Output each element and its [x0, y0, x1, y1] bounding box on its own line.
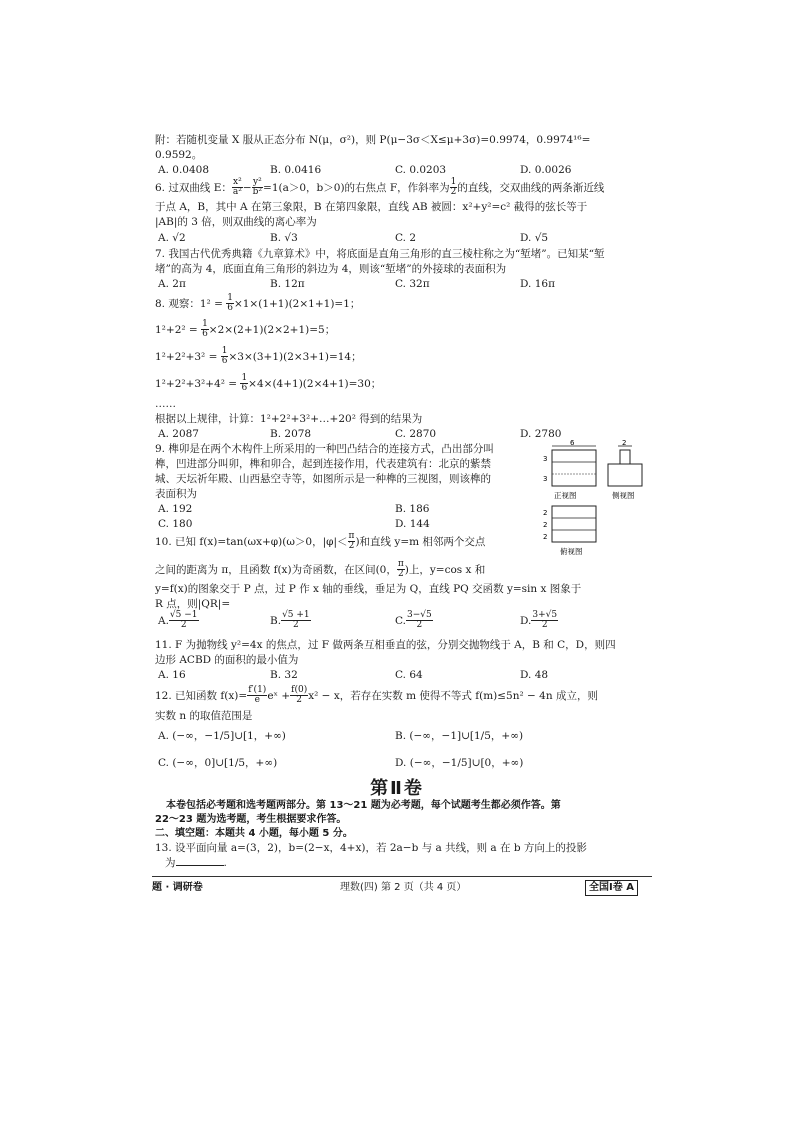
question-11: 11. F 为抛物线 y²=4x 的焦点，过 F 做两条互相垂直的弦，分别交抛物线于 A，B 和 C，D，则四: [155, 639, 616, 651]
q12-frac-1: [247, 686, 267, 706]
question-6: 6. 过双曲线 E： $\frac{\text{x²}}{\text{a²}}$ − $\frac{\text{y²}}{\text{b²}}$ =1(a＞0，b＞0)的右焦点 F，作斜率为 $\frac{1}{2}$ 的直线，交双曲线的两条渐近线: [155, 177, 605, 198]
q6-text-c: 的直线，交双曲线的两条渐近线: [457, 181, 605, 194]
q10-option-c-den: 2: [416, 620, 423, 631]
q12-option-b: B. (−∞，−1]∪[1/5，+∞): [395, 730, 524, 742]
fill-in-heading: 二、填空题：本题共 4 小题，每小题 5 分。: [155, 828, 353, 839]
q8-row-2-left: 1²+2² =: [155, 323, 202, 336]
q8-row-1-left: 8. 观察：1² =: [155, 297, 227, 310]
q8-frac-2: $\frac{1}{6}$: [202, 319, 208, 340]
question-9-line2: 榫，凹进部分叫卯，榫和卯合，起到连接作用，代表建筑有：北京的紫禁: [155, 458, 491, 470]
q10-option-b: [270, 611, 311, 631]
q12-frac-2: [290, 686, 308, 706]
normal-distribution-note: 附：若随机变量 X 服从正态分布 N(μ，σ²)，则 P(μ−3σ＜X≤μ+3σ)=0.9974，0.9974¹⁶=: [155, 134, 591, 146]
q12-option-c: C. (−∞，0]∪[1/5，+∞): [158, 757, 278, 769]
q9-option-c: C. 180: [158, 518, 193, 530]
q12-text-b: eˣ +: [267, 689, 291, 702]
question-9-line1: 9. 榫卯是在两个木构件上所采用的一种凹凸结合的连接方式，凸出部分叫: [155, 443, 494, 455]
question-7: 7. 我国古代优秀典籍《九章算术》中，将底面是直角三角形的直三棱柱称之为“堑堵”。已知某“堑: [155, 248, 605, 260]
q10-text-c: )和直线 y=m 相邻两个交点: [355, 535, 486, 548]
q10-option-a-den: 2: [180, 620, 187, 631]
q10-frac-pi-2: $\frac{\pi}{2}$: [348, 531, 355, 552]
q10-interval-frac: $\frac{\pi}{2}$: [397, 559, 404, 580]
q8-option-a: A. 2087: [158, 428, 199, 440]
front-view: [543, 440, 596, 486]
side-view: [608, 440, 642, 486]
q8-row-2-right: ×2×(2+1)(2×2+1)=5；: [208, 323, 336, 336]
q8-row-4: [155, 374, 381, 394]
q8-ellipsis: ……: [155, 398, 176, 410]
q10-option-b-den: 2: [292, 620, 299, 631]
q11-option-d: D. 48: [520, 669, 549, 681]
q6-slope: $\frac{1}{2}$: [450, 177, 457, 198]
question-9-line4: 表面积为: [155, 488, 197, 500]
q10-option-d-den: 2: [541, 620, 548, 631]
q6-text-b: =1(a＞0，b＞0)的右焦点 F，作斜率为: [263, 181, 450, 194]
question-11-line2: 边形 ACBD 的面积的最小值为: [155, 654, 299, 666]
q8-row-2: [155, 320, 335, 340]
side-width-label: 2: [622, 440, 627, 447]
q10-option-a-num: √5 −1: [169, 610, 198, 620]
note-option-d: D. 0.0026: [520, 164, 572, 176]
q6-frac-x: $\frac{\text{x²}}{\text{a²}}$: [232, 177, 242, 198]
top-height-label-1: 2: [543, 509, 548, 517]
q8-option-b: B. 2078: [270, 428, 312, 440]
q8-row-4-right: ×4×(4+1)(2×4+1)=30；: [248, 377, 382, 390]
q13-answer-blank: [176, 865, 224, 866]
q10-option-d-label: D.: [520, 614, 532, 627]
q8-row-4-left: 1²+2²+3²+4² =: [155, 377, 241, 390]
footer-divider: [152, 876, 652, 877]
section-intro: 本卷包括必考题和选考题两部分。第 13～21 题为必考题，每个试题考生都必须作答。第: [166, 800, 561, 811]
q12-frac-2-num: f(0): [291, 685, 308, 695]
q7-option-b: B. 12π: [270, 278, 305, 290]
q6-frac-y: $\frac{\text{y²}}{\text{b²}}$: [252, 177, 263, 198]
q9-option-d: D. 144: [395, 518, 430, 530]
q10-option-b-num: √5 +1: [282, 610, 310, 620]
q10-option-a: [158, 611, 199, 631]
question-10: [155, 532, 485, 552]
q8-row-3: [155, 347, 362, 367]
q10-option-c-num: 3−√5: [407, 610, 432, 620]
q10-option-d-num: 3+√5: [532, 610, 558, 620]
question-12: [155, 686, 598, 706]
q12-option-a: A. (−∞，−1/5]∪[1，+∞): [158, 730, 286, 742]
three-view-figure: [540, 440, 650, 560]
q10-option-a-label: A.: [158, 614, 169, 627]
footer-left: 题 · 调研卷: [152, 882, 203, 893]
top-view-label: 俯视图: [560, 547, 583, 556]
q11-option-b: B. 32: [270, 669, 298, 681]
question-10-line2: [155, 560, 485, 580]
front-height-label-1: 3: [543, 455, 548, 463]
q6-option-a: A. √2: [158, 232, 186, 244]
q8-row-3-right: ×3×(3+1)(2×3+1)=14；: [228, 350, 362, 363]
note-option-c: C. 0.0203: [395, 164, 447, 176]
q10-text-a: 10. 已知 f(x)=tan(ωx+φ): [155, 535, 283, 548]
section-title: 第Ⅱ卷: [370, 778, 424, 799]
front-view-label: 正视图: [554, 491, 577, 500]
q7-option-a: A. 2π: [158, 278, 186, 290]
q8-frac-3: $\frac{1}{6}$: [221, 346, 228, 367]
q6-option-c: C. 2: [395, 232, 417, 244]
footer-edition-badge: 全国Ⅰ卷 A: [585, 880, 638, 896]
question-13: 13. 设平面向量 a=(3，2)，b=(2−x，4+x)，若 2a−b 与 a 共线，则 a 在 b 方向上的投影: [155, 842, 587, 854]
question-9-line3: 城、天坛祈年殿、山西悬空寺等，如图所示是一种榫的三视图，则该榫的: [155, 473, 491, 485]
q8-row-1: [155, 294, 360, 314]
q12-text-a: 12. 已知函数 f(x)=: [155, 689, 248, 702]
q9-option-a: A. 192: [158, 503, 193, 515]
q12-option-d: D. (−∞，−1/5]∪[0，+∞): [395, 757, 524, 769]
question-6-line3: |AB|的 3 倍，则双曲线的离心率为: [155, 216, 317, 228]
question-13-line2: 为 .: [165, 857, 227, 869]
q7-option-d: D. 16π: [520, 278, 555, 290]
footer-page-info: 理数(四) 第 2 页（共 4 页）: [340, 882, 467, 893]
q8-frac-4: $\frac{1}{6}$: [241, 373, 248, 394]
q10-option-c: [395, 611, 433, 631]
q9-option-b: B. 186: [395, 503, 430, 515]
question-6-line2: 于点 A，B，其中 A 在第三象限，B 在第四象限，直线 AB 被圆：x²+y²=c² 截得的弦长等于: [155, 201, 588, 213]
q8-question: 根据以上规律，计算：1²+2²+3²+…+20² 得到的结果为: [155, 413, 423, 425]
q7-option-c: C. 32π: [395, 278, 430, 290]
q12-frac-1-den: e: [254, 695, 260, 706]
q11-option-c: C. 64: [395, 669, 423, 681]
section-intro-cont: 22～23 题为选考题，考生根据要求作答。: [155, 814, 347, 825]
q6-option-d: D. √5: [520, 232, 549, 244]
q12-frac-1-num: f′(1): [248, 685, 267, 695]
q8-option-d: D. 2780: [520, 428, 562, 440]
question-7-line2: 堵”的高为 4，底面直角三角形的斜边为 4，则该“堑堵”的外接球的表面积为: [155, 263, 507, 275]
q12-text-c: x² − x，若存在实数 m 使得不等式 f(m)≤5n² − 4n 成立，则: [308, 689, 598, 702]
note-option-a: A. 0.0408: [158, 164, 209, 176]
top-view: [543, 506, 596, 542]
q10-text-b: (ω＞0，|φ|＜: [282, 535, 348, 548]
q11-option-a: A. 16: [158, 669, 186, 681]
q10-line2-c: )上，y=cos x 和: [404, 563, 486, 576]
normal-distribution-note-cont: 0.9592。: [155, 149, 203, 161]
q10-line2-b: (0，: [375, 563, 397, 576]
q6-option-b: B. √3: [270, 232, 298, 244]
note-option-b: B. 0.0416: [270, 164, 322, 176]
q10-option-c-label: C.: [395, 614, 406, 627]
top-height-label-2: 2: [543, 521, 548, 529]
question-12-line2: 实数 n 的取值范围是: [155, 710, 253, 722]
q8-row-3-left: 1²+2²+3² =: [155, 350, 221, 363]
front-width-label: 6: [570, 440, 575, 447]
question-10-line3: y=f(x)的图象交于 P 点，过 P 作 x 轴的垂线，垂足为 Q，直线 PQ 交函数 y=sin x 图象于: [155, 583, 582, 595]
q10-line2-a: 之间的距离为 π，且函数 f(x)为奇函数，在区间: [155, 563, 376, 576]
q12-frac-2-den: 2: [296, 695, 303, 706]
q6-text-a: 6. 过双曲线 E：: [155, 181, 232, 194]
q8-frac-1: $\frac{1}{6}$: [227, 293, 233, 314]
question-10-line4: R 点，则|QR|=: [155, 598, 231, 610]
q10-option-d: [520, 611, 558, 631]
q8-option-c: C. 2870: [395, 428, 437, 440]
q13-prefix: 为: [165, 857, 176, 869]
side-view-label: 侧视图: [612, 491, 635, 500]
q10-option-b-label: B.: [270, 614, 282, 627]
front-height-label-2: 3: [543, 475, 548, 483]
q8-row-1-right: ×1×(1+1)(2×1+1)=1；: [233, 297, 361, 310]
top-height-label-3: 2: [543, 533, 548, 541]
